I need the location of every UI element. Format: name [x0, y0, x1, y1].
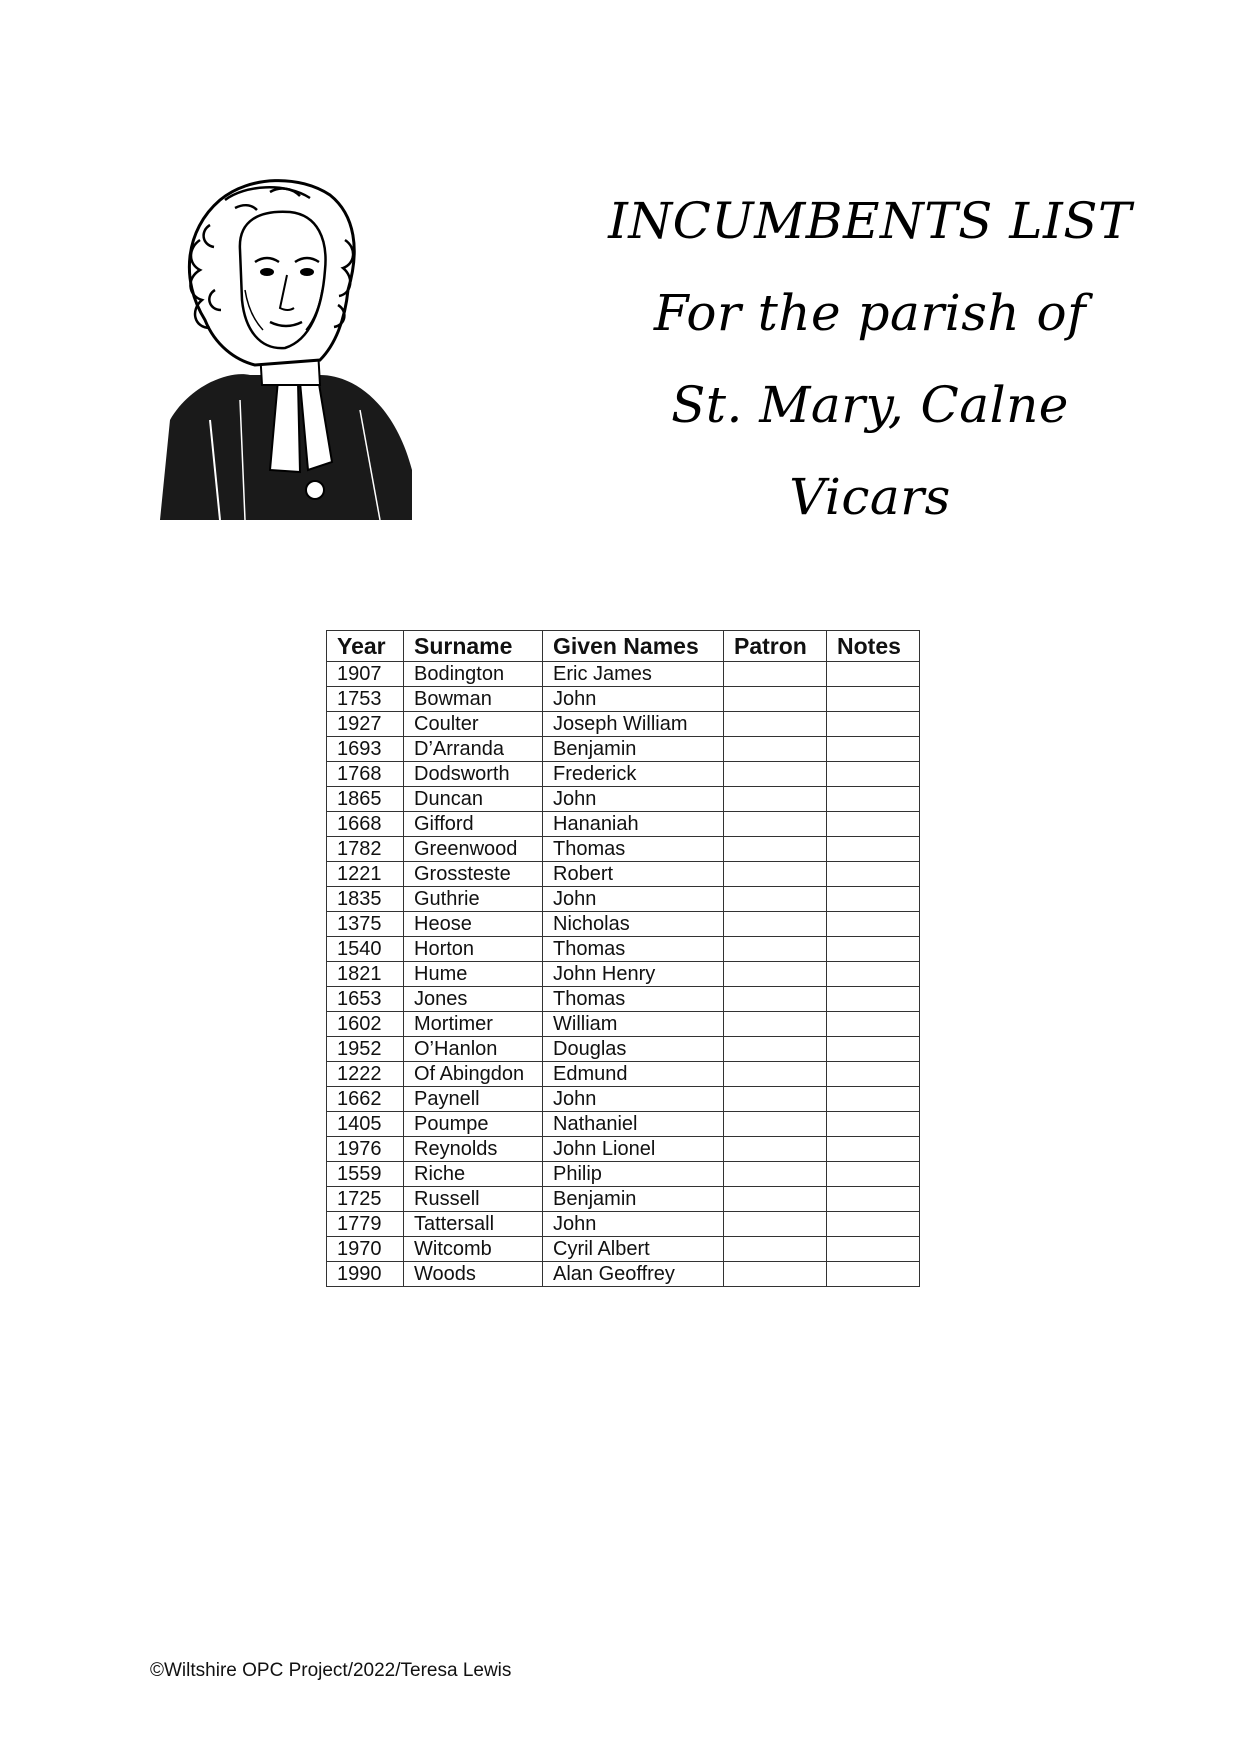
cell-given-names: John Henry — [543, 962, 724, 987]
cell-surname: Dodsworth — [404, 762, 543, 787]
cell-notes — [827, 1262, 920, 1287]
cell-given-names: Nathaniel — [543, 1112, 724, 1137]
table-row — [327, 837, 920, 862]
cell-year: 1540 — [327, 937, 404, 962]
cell-notes — [827, 1212, 920, 1237]
cell-patron — [724, 1062, 827, 1087]
cell-patron — [724, 1212, 827, 1237]
table-row — [327, 937, 920, 962]
cell-patron — [724, 1087, 827, 1112]
table-row — [327, 1212, 920, 1237]
cell-given-names: John — [543, 887, 724, 912]
cell-notes — [827, 1062, 920, 1087]
cell-year: 1662 — [327, 1087, 404, 1112]
table-row — [327, 862, 920, 887]
cell-year: 1835 — [327, 887, 404, 912]
cell-year: 1970 — [327, 1237, 404, 1262]
cell-given-names: John — [543, 787, 724, 812]
cell-patron — [724, 687, 827, 712]
cell-notes — [827, 1237, 920, 1262]
cell-given-names: Robert — [543, 862, 724, 887]
table-row — [327, 712, 920, 737]
cell-given-names: William — [543, 1012, 724, 1037]
cell-notes — [827, 712, 920, 737]
cell-patron — [724, 762, 827, 787]
cell-patron — [724, 1037, 827, 1062]
cell-year: 1927 — [327, 712, 404, 737]
header-notes: Notes — [827, 631, 920, 662]
cell-surname: Mortimer — [404, 1012, 543, 1037]
cell-year: 1753 — [327, 687, 404, 712]
cell-patron — [724, 1262, 827, 1287]
table-row — [327, 787, 920, 812]
table-row — [327, 1112, 920, 1137]
cell-given-names: Nicholas — [543, 912, 724, 937]
cell-notes — [827, 1137, 920, 1162]
cell-notes — [827, 862, 920, 887]
cell-notes — [827, 1162, 920, 1187]
cell-given-names: Cyril Albert — [543, 1237, 724, 1262]
cell-patron — [724, 712, 827, 737]
cell-notes — [827, 1187, 920, 1212]
table-row — [327, 1162, 920, 1187]
cell-surname: Jones — [404, 987, 543, 1012]
table-row — [327, 812, 920, 837]
table-row — [327, 687, 920, 712]
cell-surname: Heose — [404, 912, 543, 937]
clergyman-portrait-icon — [150, 170, 420, 520]
cell-given-names: Douglas — [543, 1037, 724, 1062]
cell-given-names: Edmund — [543, 1062, 724, 1087]
cell-patron — [724, 837, 827, 862]
cell-given-names: Thomas — [543, 937, 724, 962]
table-header-row — [327, 631, 920, 662]
cell-patron — [724, 1187, 827, 1212]
cell-surname: Woods — [404, 1262, 543, 1287]
table-row — [327, 1262, 920, 1287]
cell-year: 1222 — [327, 1062, 404, 1087]
cell-notes — [827, 1012, 920, 1037]
cell-year: 1907 — [327, 662, 404, 687]
cell-year: 1782 — [327, 837, 404, 862]
cell-surname: Reynolds — [404, 1137, 543, 1162]
table-row — [327, 912, 920, 937]
cell-year: 1668 — [327, 812, 404, 837]
title-role: Vicars — [789, 468, 951, 526]
document-title: INCUMBENTS LIST — [608, 192, 1132, 250]
cell-surname: Riche — [404, 1162, 543, 1187]
cell-year: 1405 — [327, 1112, 404, 1137]
cell-given-names: Hananiah — [543, 812, 724, 837]
cell-notes — [827, 912, 920, 937]
cell-given-names: John Lionel — [543, 1137, 724, 1162]
cell-patron — [724, 662, 827, 687]
header-year: Year — [327, 631, 404, 662]
title-parish-name: St. Mary, Calne — [671, 376, 1069, 434]
cell-patron — [724, 737, 827, 762]
cell-surname: Greenwood — [404, 837, 543, 862]
table-row — [327, 1237, 920, 1262]
cell-year: 1693 — [327, 737, 404, 762]
table-row — [327, 1012, 920, 1037]
cell-notes — [827, 962, 920, 987]
cell-given-names: John — [543, 687, 724, 712]
cell-surname: Coulter — [404, 712, 543, 737]
cell-year: 1653 — [327, 987, 404, 1012]
cell-notes — [827, 762, 920, 787]
cell-year: 1990 — [327, 1262, 404, 1287]
cell-notes — [827, 812, 920, 837]
cell-year: 1768 — [327, 762, 404, 787]
cell-given-names: Joseph William — [543, 712, 724, 737]
cell-year: 1865 — [327, 787, 404, 812]
cell-year: 1375 — [327, 912, 404, 937]
incumbents-table — [326, 630, 920, 1287]
cell-surname: Horton — [404, 937, 543, 962]
cell-surname: Gifford — [404, 812, 543, 837]
table-row — [327, 887, 920, 912]
cell-notes — [827, 787, 920, 812]
table-row — [327, 987, 920, 1012]
cell-given-names: John — [543, 1087, 724, 1112]
cell-notes — [827, 1037, 920, 1062]
cell-surname: Witcomb — [404, 1237, 543, 1262]
cell-surname: Tattersall — [404, 1212, 543, 1237]
cell-patron — [724, 787, 827, 812]
cell-notes — [827, 1087, 920, 1112]
table-row — [327, 1037, 920, 1062]
cell-patron — [724, 812, 827, 837]
cell-given-names: Frederick — [543, 762, 724, 787]
cell-patron — [724, 1112, 827, 1137]
cell-year: 1821 — [327, 962, 404, 987]
cell-surname: Guthrie — [404, 887, 543, 912]
cell-patron — [724, 1137, 827, 1162]
cell-surname: Bowman — [404, 687, 543, 712]
header-surname: Surname — [404, 631, 543, 662]
cell-given-names: Alan Geoffrey — [543, 1262, 724, 1287]
cell-patron — [724, 1162, 827, 1187]
cell-patron — [724, 912, 827, 937]
table-row — [327, 737, 920, 762]
cell-given-names: Philip — [543, 1162, 724, 1187]
cell-year: 1221 — [327, 862, 404, 887]
cell-surname: Bodington — [404, 662, 543, 687]
header-patron: Patron — [724, 631, 827, 662]
cell-year: 1559 — [327, 1162, 404, 1187]
cell-notes — [827, 687, 920, 712]
cell-given-names: Benjamin — [543, 737, 724, 762]
cell-patron — [724, 987, 827, 1012]
cell-patron — [724, 937, 827, 962]
cell-notes — [827, 987, 920, 1012]
table-row — [327, 762, 920, 787]
cell-year: 1602 — [327, 1012, 404, 1037]
cell-year: 1952 — [327, 1037, 404, 1062]
cell-patron — [724, 962, 827, 987]
cell-given-names: Eric James — [543, 662, 724, 687]
cell-year: 1779 — [327, 1212, 404, 1237]
cell-given-names: Benjamin — [543, 1187, 724, 1212]
table-row — [327, 1137, 920, 1162]
table-row — [327, 1187, 920, 1212]
cell-surname: Paynell — [404, 1087, 543, 1112]
cell-surname: Russell — [404, 1187, 543, 1212]
cell-surname: Duncan — [404, 787, 543, 812]
cell-given-names: Thomas — [543, 987, 724, 1012]
cell-surname: Of Abingdon — [404, 1062, 543, 1087]
cell-year: 1976 — [327, 1137, 404, 1162]
table-row — [327, 962, 920, 987]
cell-notes — [827, 937, 920, 962]
cell-patron — [724, 887, 827, 912]
table-row — [327, 1087, 920, 1112]
cell-given-names: Thomas — [543, 837, 724, 862]
copyright-footer: ©Wiltshire OPC Project/2022/Teresa Lewis — [150, 1660, 512, 1681]
cell-notes — [827, 662, 920, 687]
cell-surname: Hume — [404, 962, 543, 987]
cell-notes — [827, 837, 920, 862]
cell-year: 1725 — [327, 1187, 404, 1212]
table-row — [327, 662, 920, 687]
cell-surname: Grossteste — [404, 862, 543, 887]
cell-notes — [827, 737, 920, 762]
cell-notes — [827, 1112, 920, 1137]
title-block — [590, 175, 1150, 543]
cell-notes — [827, 887, 920, 912]
table-row — [327, 1062, 920, 1087]
cell-surname: O’Hanlon — [404, 1037, 543, 1062]
header-given-names: Given Names — [543, 631, 724, 662]
cell-patron — [724, 1237, 827, 1262]
cell-surname: D’Arranda — [404, 737, 543, 762]
cell-patron — [724, 1012, 827, 1037]
table-body — [327, 662, 920, 1287]
title-parish-prefix: For the parish of — [653, 284, 1087, 342]
cell-surname: Poumpe — [404, 1112, 543, 1137]
cell-given-names: John — [543, 1212, 724, 1237]
cell-patron — [724, 862, 827, 887]
